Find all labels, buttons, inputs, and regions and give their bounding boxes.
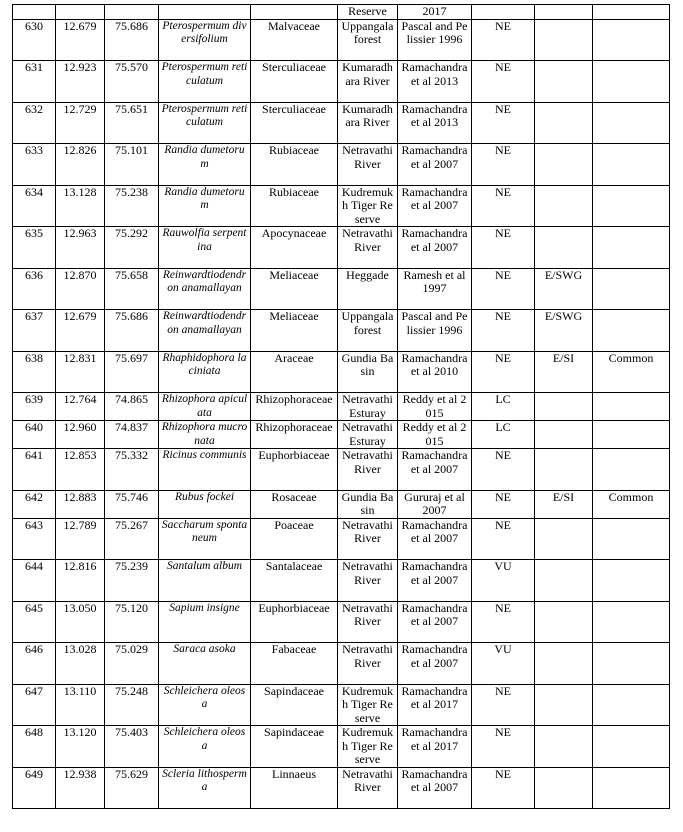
cell-lat: 12.826 bbox=[56, 144, 105, 186]
cell-lat: 13.128 bbox=[56, 185, 105, 227]
cell-no: 645 bbox=[13, 601, 56, 643]
cell-status bbox=[593, 421, 670, 449]
cell-family: Meliaceae bbox=[251, 310, 338, 352]
cell-lon: 75.238 bbox=[105, 185, 159, 227]
cell-iucn: NE bbox=[472, 185, 535, 227]
cell-lon: 75.686 bbox=[105, 19, 159, 61]
table-row bbox=[13, 144, 670, 186]
cell-iucn: NE bbox=[472, 310, 535, 352]
cell-iucn: NE bbox=[472, 726, 535, 768]
cell-family: Fabaceae bbox=[251, 643, 338, 685]
cell-iucn: VU bbox=[472, 643, 535, 685]
cell-lon: 75.239 bbox=[105, 560, 159, 602]
cell-lat: 12.960 bbox=[56, 421, 105, 449]
table-row bbox=[13, 449, 670, 491]
cell-location: Netravathi River bbox=[338, 144, 398, 186]
cell-species: Randia dumetorum bbox=[159, 185, 251, 227]
cell-lon: 74.837 bbox=[105, 421, 159, 449]
cell-endemism bbox=[535, 5, 593, 20]
cell-no: 636 bbox=[13, 268, 56, 310]
cell-endemism bbox=[535, 144, 593, 186]
table-row bbox=[13, 19, 670, 61]
cell-endemism bbox=[535, 560, 593, 602]
cell-location: Uppangala forest bbox=[338, 310, 398, 352]
cell-source: Ramachandra et al 2013 bbox=[398, 61, 472, 103]
cell-species: Rhizophora apiculata bbox=[159, 393, 251, 421]
cell-endemism: E/SI bbox=[535, 351, 593, 393]
table-row bbox=[13, 393, 670, 421]
cell-species: Pterospermum reticulatum bbox=[159, 102, 251, 144]
cell-iucn: NE bbox=[472, 449, 535, 491]
cell-status bbox=[593, 185, 670, 227]
cell-iucn: NE bbox=[472, 684, 535, 726]
cell-no: 643 bbox=[13, 518, 56, 560]
cell-lat: 13.050 bbox=[56, 601, 105, 643]
cell-source: Ramachandra et al 2010 bbox=[398, 351, 472, 393]
cell-iucn: NE bbox=[472, 490, 535, 518]
cell-endemism bbox=[535, 19, 593, 61]
cell-endemism: E/SWG bbox=[535, 268, 593, 310]
cell-status bbox=[593, 560, 670, 602]
species-table bbox=[12, 4, 670, 809]
cell-family: Meliaceae bbox=[251, 268, 338, 310]
cell-iucn: NE bbox=[472, 144, 535, 186]
cell-source: Ramachandra et al 2007 bbox=[398, 227, 472, 269]
cell-source: Ramachandra et al 2007 bbox=[398, 767, 472, 809]
cell-no: 646 bbox=[13, 643, 56, 685]
cell-lat: 12.963 bbox=[56, 227, 105, 269]
cell-no: 638 bbox=[13, 351, 56, 393]
cell-no: 642 bbox=[13, 490, 56, 518]
cell-species: Saraca asoka bbox=[159, 643, 251, 685]
cell-lat: 12.729 bbox=[56, 102, 105, 144]
cell-family: Sapindaceae bbox=[251, 684, 338, 726]
cell-family: Rubiaceae bbox=[251, 144, 338, 186]
cell-lat: 13.120 bbox=[56, 726, 105, 768]
cell-endemism bbox=[535, 726, 593, 768]
cell-iucn: NE bbox=[472, 601, 535, 643]
cell-family: Sapindaceae bbox=[251, 726, 338, 768]
cell-lon: 75.292 bbox=[105, 227, 159, 269]
cell-source: Ramachandra et al 2007 bbox=[398, 601, 472, 643]
cell-lon: 75.697 bbox=[105, 351, 159, 393]
cell-species: Santalum album bbox=[159, 560, 251, 602]
cell-lat: 12.831 bbox=[56, 351, 105, 393]
cell-iucn: LC bbox=[472, 421, 535, 449]
table-row bbox=[13, 268, 670, 310]
cell-location: Netravathi River bbox=[338, 449, 398, 491]
cell-family: Santalaceae bbox=[251, 560, 338, 602]
cell-lon: 75.629 bbox=[105, 767, 159, 809]
cell-family: Poaceae bbox=[251, 518, 338, 560]
cell-location: Kudremukh Tiger Reserve bbox=[338, 726, 398, 768]
cell-status bbox=[593, 601, 670, 643]
cell-location: Netravathi River bbox=[338, 518, 398, 560]
cell-source: 2017 bbox=[398, 5, 472, 20]
cell-status bbox=[593, 449, 670, 491]
cell-lon: 74.865 bbox=[105, 393, 159, 421]
cell-family: Sterculiaceae bbox=[251, 102, 338, 144]
cell-location: Netravathi River bbox=[338, 643, 398, 685]
cell-lon: 75.686 bbox=[105, 310, 159, 352]
cell-family: Euphorbiaceae bbox=[251, 601, 338, 643]
cell-location: Kudremukh Tiger Reserve bbox=[338, 185, 398, 227]
cell-source: Ramachandra et al 2013 bbox=[398, 102, 472, 144]
cell-lat: 12.679 bbox=[56, 310, 105, 352]
cell-source: Reddy et al 2015 bbox=[398, 393, 472, 421]
cell-iucn: NE bbox=[472, 19, 535, 61]
cell-no: 640 bbox=[13, 421, 56, 449]
cell-endemism bbox=[535, 185, 593, 227]
cell-species bbox=[159, 5, 251, 20]
cell-location: Uppangala forest bbox=[338, 19, 398, 61]
cell-no: 635 bbox=[13, 227, 56, 269]
cell-source: Ramachandra et al 2007 bbox=[398, 449, 472, 491]
cell-endemism bbox=[535, 518, 593, 560]
table-row bbox=[13, 227, 670, 269]
table-row bbox=[13, 61, 670, 103]
cell-iucn: NE bbox=[472, 518, 535, 560]
cell-endemism bbox=[535, 643, 593, 685]
cell-family: Rubiaceae bbox=[251, 185, 338, 227]
cell-location: Reserve bbox=[338, 5, 398, 20]
cell-species: Rhaphidophora laciniata bbox=[159, 351, 251, 393]
table-row bbox=[13, 421, 670, 449]
cell-family: Rhizophoraceae bbox=[251, 393, 338, 421]
cell-species: Ricinus communis bbox=[159, 449, 251, 491]
cell-status: Common bbox=[593, 351, 670, 393]
cell-no: 641 bbox=[13, 449, 56, 491]
table-row bbox=[13, 560, 670, 602]
cell-status bbox=[593, 5, 670, 20]
cell-no: 634 bbox=[13, 185, 56, 227]
table-row bbox=[13, 518, 670, 560]
cell-status bbox=[593, 102, 670, 144]
cell-lat: 13.028 bbox=[56, 643, 105, 685]
cell-endemism bbox=[535, 393, 593, 421]
cell-iucn: NE bbox=[472, 767, 535, 809]
cell-status bbox=[593, 393, 670, 421]
cell-lat: 12.853 bbox=[56, 449, 105, 491]
cell-family: Araceae bbox=[251, 351, 338, 393]
cell-source: Ramachandra et al 2007 bbox=[398, 144, 472, 186]
cell-iucn: NE bbox=[472, 227, 535, 269]
cell-location: Kumaradhara River bbox=[338, 102, 398, 144]
cell-species: Schleichera oleosa bbox=[159, 684, 251, 726]
cell-lat: 12.883 bbox=[56, 490, 105, 518]
cell-iucn: VU bbox=[472, 560, 535, 602]
cell-source: Ramachandra et al 2007 bbox=[398, 518, 472, 560]
cell-endemism bbox=[535, 601, 593, 643]
cell-endemism bbox=[535, 227, 593, 269]
species-table-body bbox=[13, 5, 670, 809]
cell-lon: 75.029 bbox=[105, 643, 159, 685]
cell-species: Rubus fockei bbox=[159, 490, 251, 518]
cell-iucn: LC bbox=[472, 393, 535, 421]
cell-family: Malvaceae bbox=[251, 19, 338, 61]
cell-status bbox=[593, 767, 670, 809]
cell-species: Pterospermum reticulatum bbox=[159, 61, 251, 103]
cell-location: Gundia Basin bbox=[338, 351, 398, 393]
cell-no: 631 bbox=[13, 61, 56, 103]
cell-source: Ramachandra et al 2007 bbox=[398, 560, 472, 602]
cell-species: Rhizophora mucronata bbox=[159, 421, 251, 449]
cell-status bbox=[593, 310, 670, 352]
cell-lat: 12.816 bbox=[56, 560, 105, 602]
cell-iucn bbox=[472, 5, 535, 20]
cell-status bbox=[593, 518, 670, 560]
cell-lat: 12.923 bbox=[56, 61, 105, 103]
cell-endemism bbox=[535, 421, 593, 449]
cell-family: Euphorbiaceae bbox=[251, 449, 338, 491]
cell-lon: 75.651 bbox=[105, 102, 159, 144]
cell-family: Linnaeus bbox=[251, 767, 338, 809]
cell-status bbox=[593, 684, 670, 726]
table-row bbox=[13, 767, 670, 809]
cell-location: Netravathi Esturay bbox=[338, 393, 398, 421]
table-row bbox=[13, 490, 670, 518]
cell-source: Pascal and Pelissier 1996 bbox=[398, 19, 472, 61]
table-row bbox=[13, 185, 670, 227]
table-row bbox=[13, 726, 670, 768]
cell-species: Reinwardtiodendron anamallayan bbox=[159, 268, 251, 310]
cell-lon: 75.101 bbox=[105, 144, 159, 186]
cell-family: Rosaceae bbox=[251, 490, 338, 518]
cell-no: 649 bbox=[13, 767, 56, 809]
cell-species: Sapium insigne bbox=[159, 601, 251, 643]
cell-source: Pascal and Pelissier 1996 bbox=[398, 310, 472, 352]
cell-iucn: NE bbox=[472, 61, 535, 103]
cell-lon: 75.658 bbox=[105, 268, 159, 310]
cell-lat: 12.938 bbox=[56, 767, 105, 809]
cell-location: Netravathi River bbox=[338, 601, 398, 643]
cell-location: Netravathi River bbox=[338, 227, 398, 269]
cell-source: Ramesh et al 1997 bbox=[398, 268, 472, 310]
cell-no: 630 bbox=[13, 19, 56, 61]
cell-status bbox=[593, 726, 670, 768]
cell-source: Gururaj et al 2007 bbox=[398, 490, 472, 518]
cell-location: Kudremukh Tiger Reserve bbox=[338, 684, 398, 726]
cell-no bbox=[13, 5, 56, 20]
cell-species: Schleichera oleosa bbox=[159, 726, 251, 768]
cell-source: Ramachandra et al 2017 bbox=[398, 726, 472, 768]
cell-lon: 75.248 bbox=[105, 684, 159, 726]
table-row bbox=[13, 310, 670, 352]
cell-status bbox=[593, 61, 670, 103]
cell-endemism: E/SI bbox=[535, 490, 593, 518]
cell-endemism bbox=[535, 684, 593, 726]
cell-location: Kumaradhara River bbox=[338, 61, 398, 103]
table-row-continued bbox=[13, 5, 670, 20]
table-row bbox=[13, 684, 670, 726]
cell-source: Ramachandra et al 2007 bbox=[398, 185, 472, 227]
cell-no: 644 bbox=[13, 560, 56, 602]
cell-location: Heggade bbox=[338, 268, 398, 310]
cell-status bbox=[593, 268, 670, 310]
cell-family bbox=[251, 5, 338, 20]
cell-species: Saccharum spontaneum bbox=[159, 518, 251, 560]
cell-family: Apocynaceae bbox=[251, 227, 338, 269]
cell-family: Rhizophoraceae bbox=[251, 421, 338, 449]
cell-source: Ramachandra et al 2007 bbox=[398, 643, 472, 685]
cell-endemism bbox=[535, 61, 593, 103]
cell-source: Ramachandra et al 2017 bbox=[398, 684, 472, 726]
cell-endemism: E/SWG bbox=[535, 310, 593, 352]
cell-status bbox=[593, 227, 670, 269]
cell-location: Netravathi River bbox=[338, 767, 398, 809]
cell-location: Netravathi River bbox=[338, 560, 398, 602]
cell-endemism bbox=[535, 102, 593, 144]
cell-iucn: NE bbox=[472, 102, 535, 144]
cell-source: Reddy et al 2015 bbox=[398, 421, 472, 449]
cell-species: Rauwolfia serpentina bbox=[159, 227, 251, 269]
cell-lat: 12.679 bbox=[56, 19, 105, 61]
cell-species: Pterospermum diversifolium bbox=[159, 19, 251, 61]
cell-family: Sterculiaceae bbox=[251, 61, 338, 103]
cell-no: 637 bbox=[13, 310, 56, 352]
cell-lat: 13.110 bbox=[56, 684, 105, 726]
cell-no: 647 bbox=[13, 684, 56, 726]
cell-lat: 12.870 bbox=[56, 268, 105, 310]
cell-status bbox=[593, 19, 670, 61]
table-row bbox=[13, 102, 670, 144]
cell-species: Scleria lithosperma bbox=[159, 767, 251, 809]
cell-no: 639 bbox=[13, 393, 56, 421]
cell-no: 648 bbox=[13, 726, 56, 768]
cell-lon: 75.120 bbox=[105, 601, 159, 643]
cell-endemism bbox=[535, 449, 593, 491]
cell-status bbox=[593, 144, 670, 186]
cell-iucn: NE bbox=[472, 351, 535, 393]
cell-species: Randia dumetorum bbox=[159, 144, 251, 186]
cell-no: 632 bbox=[13, 102, 56, 144]
cell-status bbox=[593, 643, 670, 685]
cell-lat bbox=[56, 5, 105, 20]
cell-lon: 75.746 bbox=[105, 490, 159, 518]
cell-lat: 12.789 bbox=[56, 518, 105, 560]
table-row bbox=[13, 643, 670, 685]
cell-location: Gundia Basin bbox=[338, 490, 398, 518]
cell-lon: 75.332 bbox=[105, 449, 159, 491]
cell-lat: 12.764 bbox=[56, 393, 105, 421]
table-row bbox=[13, 601, 670, 643]
cell-status: Common bbox=[593, 490, 670, 518]
cell-lon: 75.267 bbox=[105, 518, 159, 560]
cell-lon: 75.570 bbox=[105, 61, 159, 103]
table-row bbox=[13, 351, 670, 393]
cell-iucn: NE bbox=[472, 268, 535, 310]
cell-lon: 75.403 bbox=[105, 726, 159, 768]
cell-location: Netravathi Esturay bbox=[338, 421, 398, 449]
cell-endemism bbox=[535, 767, 593, 809]
cell-no: 633 bbox=[13, 144, 56, 186]
cell-species: Reinwardtiodendron anamallayan bbox=[159, 310, 251, 352]
cell-lon bbox=[105, 5, 159, 20]
